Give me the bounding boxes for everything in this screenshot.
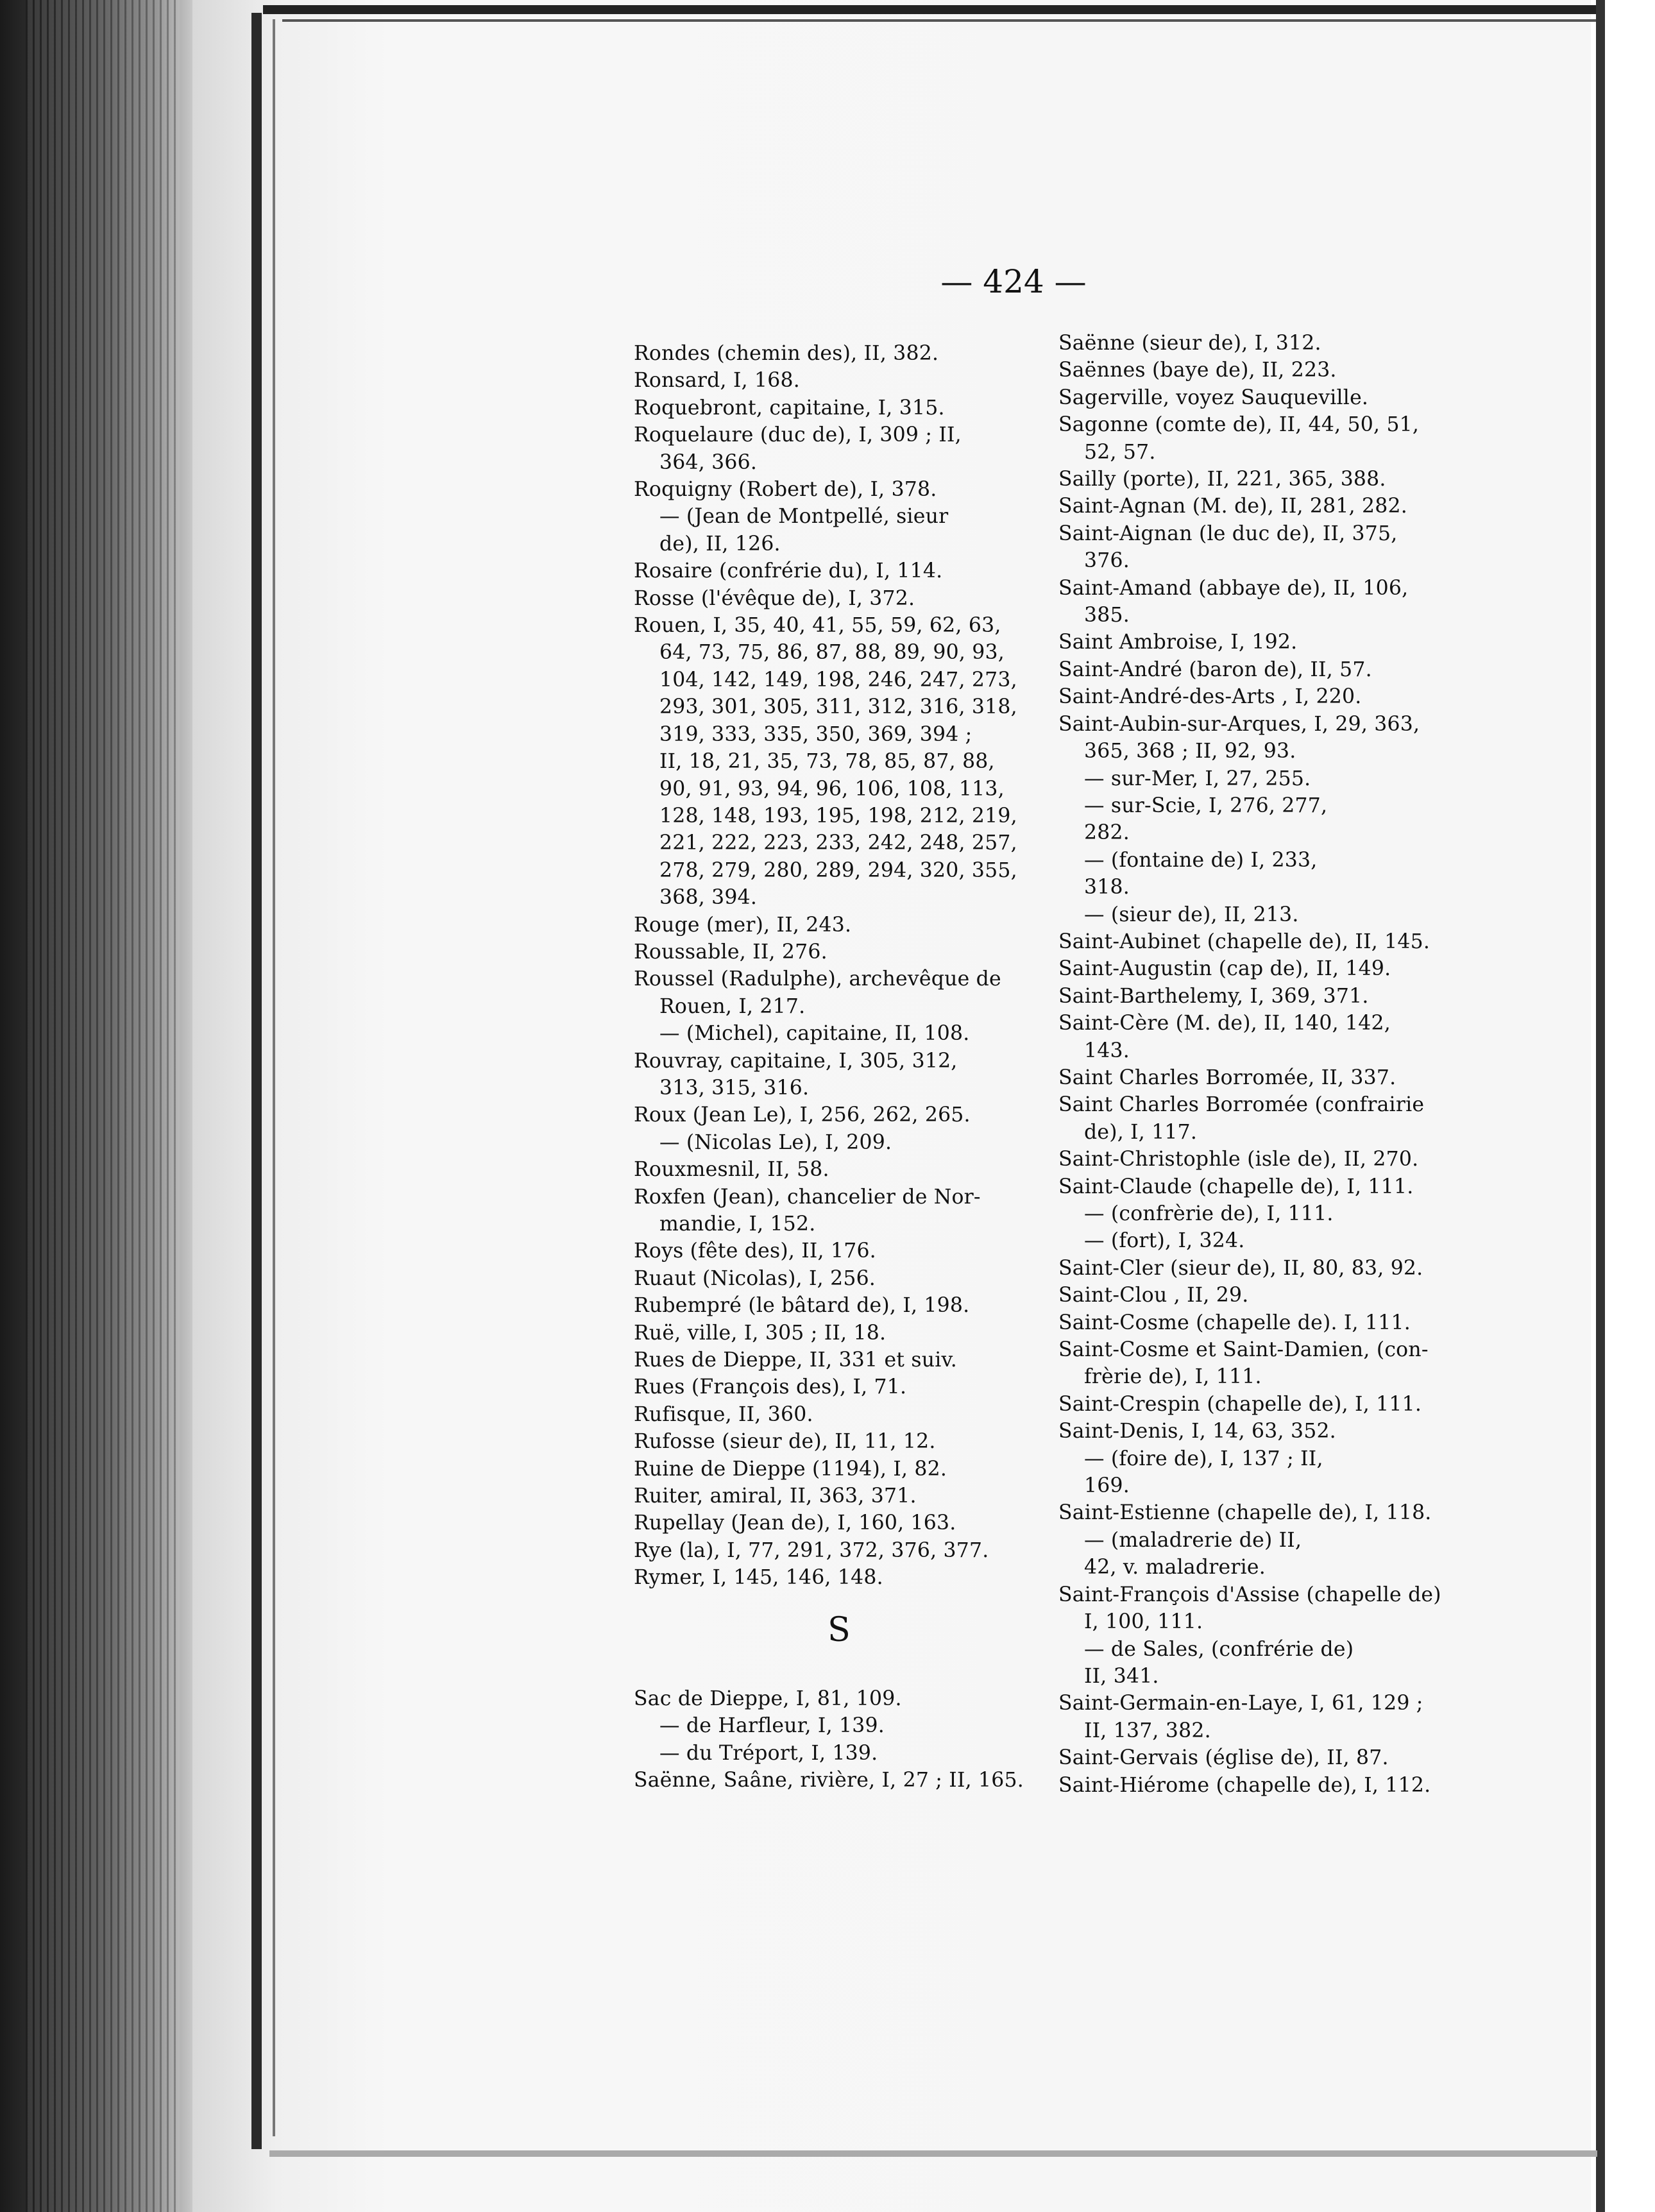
index-entry: — du Tréport, I, 139. bbox=[659, 1741, 878, 1765]
index-entry: Roys (fête des), II, 176. bbox=[634, 1239, 876, 1263]
index-entry: Saint-Clou , II, 29. bbox=[1058, 1284, 1249, 1307]
right-edge bbox=[1596, 0, 1605, 2212]
index-entry: — (Michel), capitaine, II, 108. bbox=[659, 1022, 970, 1046]
index-entry: Saënne (sieur de), I, 312. bbox=[1058, 332, 1321, 355]
index-entry: — (foire de), I, 137 ; II, bbox=[1084, 1447, 1323, 1470]
index-entry: — (Nicolas Le), I, 209. bbox=[659, 1130, 892, 1154]
index-entry: Saint-Aubinet (chapelle de), II, 145. bbox=[1058, 930, 1430, 953]
index-entry: Saënne, Saâne, rivière, I, 27 ; II, 165. bbox=[634, 1768, 1024, 1792]
index-entry: Rues de Dieppe, II, 331 et suiv. bbox=[634, 1348, 957, 1372]
index-entry: 313, 315, 316. bbox=[659, 1076, 810, 1100]
index-column-left bbox=[634, 340, 1044, 1794]
index-entry: — de Harfleur, I, 139. bbox=[659, 1714, 885, 1738]
bottom-edge bbox=[269, 2150, 1597, 2157]
index-entry: 90, 91, 93, 94, 96, 106, 108, 113, bbox=[659, 777, 1005, 801]
index-entry: Saint-Germain-en-Laye, I, 61, 129 ; bbox=[1058, 1692, 1423, 1715]
index-entry: Rouxmesnil, II, 58. bbox=[634, 1158, 829, 1182]
index-entry: Saint Ambroise, I, 192. bbox=[1058, 631, 1298, 654]
index-entry: 385. bbox=[1084, 604, 1130, 627]
index-entry: Saint-Estienne (chapelle de), I, 118. bbox=[1058, 1501, 1432, 1525]
index-entry: II, 341. bbox=[1084, 1664, 1159, 1688]
index-entry: Saint-Cosme (chapelle de). I, 111. bbox=[1058, 1311, 1411, 1334]
index-entry: — (confrèrie de), I, 111. bbox=[1084, 1202, 1334, 1225]
index-entry: Saint-Cère (M. de), II, 140, 142, bbox=[1058, 1012, 1391, 1035]
index-entry: Saint-Barthelemy, I, 369, 371. bbox=[1058, 984, 1369, 1008]
index-entry: Saint Charles Borromée (confrairie bbox=[1058, 1093, 1425, 1117]
top-edge-line bbox=[282, 19, 1604, 22]
index-entry: Saint-Denis, I, 14, 63, 352. bbox=[1058, 1420, 1336, 1443]
index-entry: — (Jean de Montpellé, sieur bbox=[659, 505, 949, 529]
index-entry: — (sieur de), II, 213. bbox=[1084, 903, 1299, 926]
index-entry: 128, 148, 193, 195, 198, 212, 219, bbox=[659, 804, 1017, 828]
index-entry: Ruë, ville, I, 305 ; II, 18. bbox=[634, 1321, 887, 1345]
index-entry: Saënnes (baye de), II, 223. bbox=[1058, 359, 1337, 382]
page-number: — 424 — bbox=[940, 263, 1087, 300]
index-entry: 221, 222, 223, 233, 242, 248, 257, bbox=[659, 831, 1017, 855]
index-entry: Saint-Cosme et Saint-Damien, (con- bbox=[1058, 1338, 1429, 1362]
index-entry: Saint-Agnan (M. de), II, 281, 282. bbox=[1058, 495, 1407, 518]
index-entry: 376. bbox=[1084, 549, 1130, 573]
index-entry: 52, 57. bbox=[1084, 440, 1156, 464]
index-entry: 368, 394. bbox=[659, 886, 758, 910]
index-entry: Sagerville, voyez Sauqueville. bbox=[1058, 386, 1369, 409]
index-entry: Ruaut (Nicolas), I, 256. bbox=[634, 1266, 876, 1290]
index-entry: Rupellay (Jean de), I, 160, 163. bbox=[634, 1511, 956, 1535]
index-entry: Ruine de Dieppe (1194), I, 82. bbox=[634, 1457, 947, 1481]
index-entry: Saint-Augustin (cap de), II, 149. bbox=[1058, 957, 1391, 981]
index-entry: Saint-Amand (abbaye de), II, 106, bbox=[1058, 576, 1409, 600]
index-entry: Saint-André (baron de), II, 57. bbox=[1058, 658, 1372, 681]
index-list-r bbox=[634, 340, 1044, 1592]
spine-texture bbox=[26, 0, 180, 2212]
index-entry: Rye (la), I, 77, 291, 372, 376, 377. bbox=[634, 1538, 989, 1562]
index-entry: Rymer, I, 145, 146, 148. bbox=[634, 1566, 883, 1590]
index-entry: Saint-Hiérome (chapelle de), I, 112. bbox=[1058, 1773, 1431, 1797]
index-entry: 318. bbox=[1084, 876, 1130, 899]
index-entry: 319, 333, 335, 350, 369, 394 ; bbox=[659, 722, 972, 746]
index-entry: Saint-Cler (sieur de), II, 80, 83, 92. bbox=[1058, 1256, 1423, 1280]
left-edge-line bbox=[273, 19, 275, 2136]
index-entry: Saint-François d'Assise (chapelle de) bbox=[1058, 1583, 1441, 1606]
index-entry: Rouen, I, 217. bbox=[659, 994, 806, 1018]
index-entry: Roussel (Radulphe), archevêque de bbox=[634, 967, 1001, 991]
index-entry: Rosse (l'évêque de), I, 372. bbox=[634, 586, 915, 610]
index-entry: — (maladrerie de) II, bbox=[1084, 1528, 1302, 1552]
index-entry: Sagonne (comte de), II, 44, 50, 51, bbox=[1058, 413, 1420, 437]
index-entry: — (fort), I, 324. bbox=[1084, 1229, 1245, 1253]
index-entry: — (fontaine de) I, 233, bbox=[1084, 848, 1318, 872]
right-margin bbox=[1605, 0, 1655, 2212]
index-entry: frèrie de), I, 111. bbox=[1084, 1365, 1262, 1389]
index-entry: — sur-Mer, I, 27, 255. bbox=[1084, 767, 1311, 790]
index-entry: II, 137, 382. bbox=[1084, 1719, 1211, 1742]
index-entry: Saint-Aignan (le duc de), II, 375, bbox=[1058, 522, 1398, 545]
index-entry: Rosaire (confrérie du), I, 114. bbox=[634, 559, 943, 583]
index-entry: Saint-André-des-Arts , I, 220. bbox=[1058, 685, 1362, 709]
index-entry: II, 18, 21, 35, 73, 78, 85, 87, 88, bbox=[659, 750, 995, 774]
index-entry: de), II, 126. bbox=[659, 532, 781, 556]
index-entry: 42, v. maladrerie. bbox=[1084, 1556, 1266, 1579]
index-entry: Rouge (mer), II, 243. bbox=[634, 913, 852, 937]
index-entry: 364, 366. bbox=[659, 450, 758, 474]
index-entry: 64, 73, 75, 86, 87, 88, 89, 90, 93, bbox=[659, 641, 1005, 665]
index-entry: Roux (Jean Le), I, 256, 262, 265. bbox=[634, 1103, 971, 1127]
index-entry: 169. bbox=[1084, 1474, 1130, 1498]
index-entry: Saint Charles Borromée, II, 337. bbox=[1058, 1066, 1396, 1089]
index-entry: de), I, 117. bbox=[1084, 1120, 1198, 1144]
index-entry: — sur-Scie, I, 276, 277, bbox=[1084, 794, 1328, 817]
section-letter: S bbox=[828, 1610, 851, 1649]
index-entry: Ronsard, I, 168. bbox=[634, 369, 800, 393]
index-entry: Saint-Claude (chapelle de), I, 111. bbox=[1058, 1175, 1414, 1198]
index-entry: 293, 301, 305, 311, 312, 316, 318, bbox=[659, 695, 1017, 719]
index-entry: Rubempré (le bâtard de), I, 198. bbox=[634, 1294, 970, 1318]
index-entry: Rues (François des), I, 71. bbox=[634, 1375, 907, 1399]
index-entry: Roxfen (Jean), chancelier de Nor- bbox=[634, 1185, 981, 1209]
index-entry: mandie, I, 152. bbox=[659, 1212, 816, 1236]
index-entry: 365, 368 ; II, 92, 93. bbox=[1084, 740, 1296, 763]
index-entry: Rouen, I, 35, 40, 41, 55, 59, 62, 63, bbox=[634, 614, 1001, 638]
index-entry: Sailly (porte), II, 221, 365, 388. bbox=[1058, 468, 1386, 491]
top-edge bbox=[263, 5, 1597, 14]
index-entry: 143. bbox=[1084, 1039, 1130, 1062]
index-entry: Saint-Christophle (isle de), II, 270. bbox=[1058, 1148, 1419, 1171]
index-entry: Rouvray, capitaine, I, 305, 312, bbox=[634, 1049, 958, 1073]
index-entry: Roquebront, capitaine, I, 315. bbox=[634, 396, 945, 420]
index-list-s bbox=[634, 1685, 1044, 1794]
index-entry: Roquelaure (duc de), I, 309 ; II, bbox=[634, 423, 962, 447]
index-entry: Saint-Crespin (chapelle de), I, 111. bbox=[1058, 1392, 1422, 1416]
index-entry: 104, 142, 149, 198, 246, 247, 273, bbox=[659, 668, 1017, 692]
index-entry: 278, 279, 280, 289, 294, 320, 355, bbox=[659, 858, 1017, 882]
index-entry: — de Sales, (confrérie de) bbox=[1084, 1637, 1354, 1661]
index-entry: Rufosse (sieur de), II, 11, 12. bbox=[634, 1430, 936, 1454]
index-entry: Ruiter, amiral, II, 363, 371. bbox=[634, 1485, 917, 1508]
index-column-right bbox=[1058, 330, 1475, 1799]
index-entry: Rufisque, II, 360. bbox=[634, 1402, 813, 1426]
index-list-saint bbox=[1058, 330, 1475, 1799]
index-entry: Sac de Dieppe, I, 81, 109. bbox=[634, 1687, 902, 1710]
index-entry: Saint-Aubin-sur-Arques, I, 29, 363, bbox=[1058, 712, 1420, 736]
left-edge bbox=[251, 13, 262, 2149]
index-entry: Roquigny (Robert de), I, 378. bbox=[634, 478, 937, 502]
index-entry: Saint-Gervais (église de), II, 87. bbox=[1058, 1746, 1389, 1770]
index-entry: Roussable, II, 276. bbox=[634, 940, 828, 964]
index-entry: I, 100, 111. bbox=[1084, 1610, 1203, 1634]
index-entry: Rondes (chemin des), II, 382. bbox=[634, 342, 939, 365]
index-entry: 282. bbox=[1084, 821, 1130, 845]
